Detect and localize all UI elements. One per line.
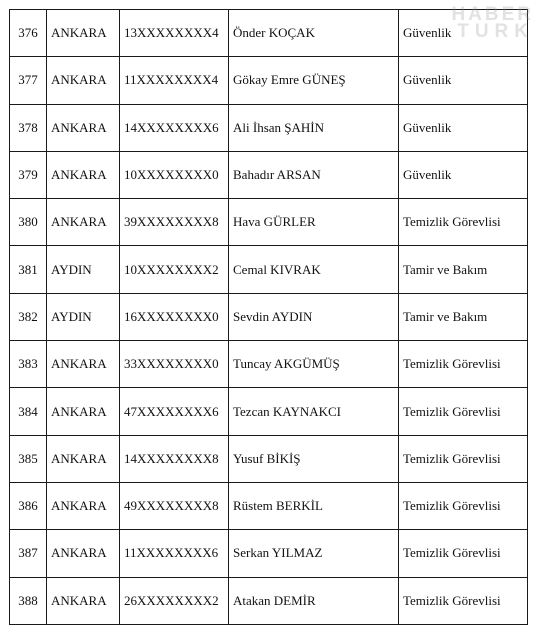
- job-title-cell: Temizlik Görevlisi: [399, 199, 528, 246]
- table-row: [10, 246, 528, 293]
- job-title-cell: Güvenlik: [399, 57, 528, 104]
- id-number-cell: 26XXXXXXXX2: [120, 577, 229, 624]
- city-cell: ANKARA: [47, 530, 120, 577]
- full-name-cell: Atakan DEMİR: [229, 577, 399, 624]
- full-name-cell: Tuncay AKGÜMÜŞ: [229, 341, 399, 388]
- city-cell: ANKARA: [47, 435, 120, 482]
- city-cell: ANKARA: [47, 482, 120, 529]
- row-number-cell: 383: [10, 341, 47, 388]
- row-number-cell: 388: [10, 577, 47, 624]
- full-name-cell: Gökay Emre GÜNEŞ: [229, 57, 399, 104]
- row-number-cell: 378: [10, 104, 47, 151]
- table-row: [10, 435, 528, 482]
- full-name-cell: Tezcan KAYNAKCI: [229, 388, 399, 435]
- row-number-cell: 376: [10, 10, 47, 57]
- table-row: [10, 388, 528, 435]
- city-cell: ANKARA: [47, 104, 120, 151]
- table-row: [10, 482, 528, 529]
- table-row: [10, 530, 528, 577]
- row-number-cell: 386: [10, 482, 47, 529]
- id-number-cell: 49XXXXXXXX8: [120, 482, 229, 529]
- job-title-cell: Güvenlik: [399, 10, 528, 57]
- full-name-cell: Hava GÜRLER: [229, 199, 399, 246]
- personnel-list-table: [9, 9, 528, 625]
- personnel-list-table-container: [9, 9, 527, 625]
- job-title-cell: Temizlik Görevlisi: [399, 482, 528, 529]
- id-number-cell: 47XXXXXXXX6: [120, 388, 229, 435]
- city-cell: ANKARA: [47, 341, 120, 388]
- full-name-cell: Cemal KIVRAK: [229, 246, 399, 293]
- id-number-cell: 13XXXXXXXX4: [120, 10, 229, 57]
- row-number-cell: 387: [10, 530, 47, 577]
- job-title-cell: Tamir ve Bakım: [399, 293, 528, 340]
- id-number-cell: 10XXXXXXXX2: [120, 246, 229, 293]
- job-title-cell: Temizlik Görevlisi: [399, 577, 528, 624]
- table-body: [10, 10, 528, 625]
- job-title-cell: Güvenlik: [399, 104, 528, 151]
- full-name-cell: Ali İhsan ŞAHİN: [229, 104, 399, 151]
- id-number-cell: 16XXXXXXXX0: [120, 293, 229, 340]
- id-number-cell: 39XXXXXXXX8: [120, 199, 229, 246]
- watermark-line-1: HABER: [451, 4, 534, 25]
- row-number-cell: 384: [10, 388, 47, 435]
- id-number-cell: 14XXXXXXXX6: [120, 104, 229, 151]
- full-name-cell: Rüstem BERKİL: [229, 482, 399, 529]
- job-title-cell: Güvenlik: [399, 151, 528, 198]
- full-name-cell: Bahadır ARSAN: [229, 151, 399, 198]
- job-title-cell: Temizlik Görevlisi: [399, 435, 528, 482]
- row-number-cell: 377: [10, 57, 47, 104]
- table-row: [10, 151, 528, 198]
- id-number-cell: 11XXXXXXXX4: [120, 57, 229, 104]
- job-title-cell: Temizlik Görevlisi: [399, 388, 528, 435]
- table-row: [10, 199, 528, 246]
- table-row: [10, 57, 528, 104]
- row-number-cell: 380: [10, 199, 47, 246]
- full-name-cell: Önder KOÇAK: [229, 10, 399, 57]
- full-name-cell: Yusuf BİKİŞ: [229, 435, 399, 482]
- job-title-cell: Temizlik Görevlisi: [399, 530, 528, 577]
- city-cell: ANKARA: [47, 577, 120, 624]
- city-cell: ANKARA: [47, 57, 120, 104]
- id-number-cell: 10XXXXXXXX0: [120, 151, 229, 198]
- full-name-cell: Serkan YILMAZ: [229, 530, 399, 577]
- row-number-cell: 382: [10, 293, 47, 340]
- row-number-cell: 385: [10, 435, 47, 482]
- watermark-line-2: TURK: [457, 21, 534, 42]
- id-number-cell: 11XXXXXXXX6: [120, 530, 229, 577]
- id-number-cell: 14XXXXXXXX8: [120, 435, 229, 482]
- city-cell: ANKARA: [47, 151, 120, 198]
- id-number-cell: 33XXXXXXXX0: [120, 341, 229, 388]
- job-title-cell: Temizlik Görevlisi: [399, 341, 528, 388]
- table-row: [10, 104, 528, 151]
- city-cell: AYDIN: [47, 293, 120, 340]
- table-row: [10, 10, 528, 57]
- city-cell: ANKARA: [47, 199, 120, 246]
- full-name-cell: Sevdin AYDIN: [229, 293, 399, 340]
- city-cell: AYDIN: [47, 246, 120, 293]
- row-number-cell: 381: [10, 246, 47, 293]
- city-cell: ANKARA: [47, 10, 120, 57]
- table-row: [10, 293, 528, 340]
- table-row: [10, 577, 528, 624]
- table-row: [10, 341, 528, 388]
- city-cell: ANKARA: [47, 388, 120, 435]
- row-number-cell: 379: [10, 151, 47, 198]
- job-title-cell: Tamir ve Bakım: [399, 246, 528, 293]
